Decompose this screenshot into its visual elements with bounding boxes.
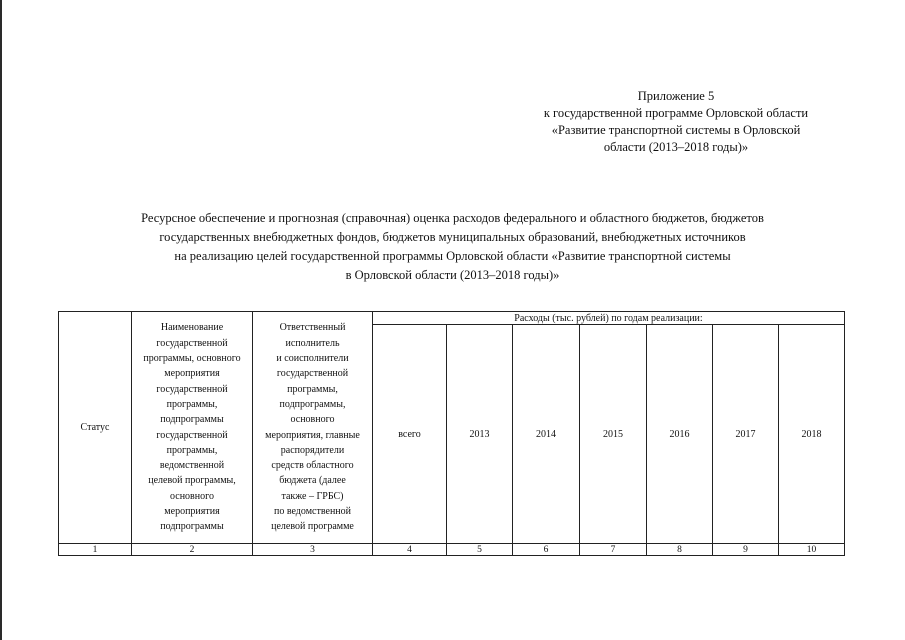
title-line: в Орловской области (2013–2018 годы)» [345, 268, 560, 282]
title-line: на реализацию целей государственной программы Орловской области «Развитие транспортной системы [174, 249, 731, 263]
column-number: 7 [580, 544, 647, 556]
budget-table [58, 311, 845, 556]
header-text-line: программы, основного [143, 353, 241, 365]
header-text-line: бюджета (далее [279, 475, 346, 487]
column-number: 9 [713, 544, 779, 556]
column-number: 3 [253, 544, 373, 556]
appendix-line: «Развитие транспортной системы в Орловской [551, 123, 801, 137]
header-text-line: программы, [166, 398, 218, 410]
header-text-line: мероприятия, главные [265, 429, 360, 441]
page-left-edge [0, 0, 2, 640]
header-text-line: мероприятия [164, 368, 220, 380]
header-text-line: также – ГРБС) [281, 490, 344, 502]
header-text-line: средств областного [271, 460, 354, 472]
header-year: 2013 [447, 325, 513, 544]
header-text-line: целевой программе [271, 521, 354, 533]
appendix-line: области (2013–2018 годы)» [603, 140, 749, 154]
header-text-line: программы, [287, 383, 338, 395]
column-number: 5 [447, 544, 513, 556]
header-text-line: основного [170, 490, 214, 502]
header-year: 2014 [513, 325, 580, 544]
header-text-line: целевой программы, [148, 475, 236, 487]
header-year: 2016 [647, 325, 713, 544]
header-status: Статус [59, 312, 132, 544]
document-title [60, 209, 845, 285]
header-text-line: по ведомственной [273, 505, 351, 517]
header-text-line: мероприятия [164, 505, 220, 517]
header-year: 2015 [580, 325, 647, 544]
header-text-line: Ответственный [279, 322, 346, 334]
column-number: 8 [647, 544, 713, 556]
column-number: 1 [59, 544, 132, 556]
header-text-line: государственной [156, 337, 228, 349]
header-text-line: программы, [166, 444, 218, 456]
header-responsible [253, 312, 373, 544]
title-line: государственных внебюджетных фондов, бюджетов муниципальных образований, внебюджетных источников [159, 230, 746, 244]
header-text-line: ведомственной [159, 460, 225, 472]
header-text-line: распорядители [280, 444, 345, 456]
header-year: 2018 [779, 325, 845, 544]
appendix-note [500, 88, 852, 156]
header-text-line: государственной [156, 383, 228, 395]
header-year: 2017 [713, 325, 779, 544]
header-total: всего [373, 325, 447, 544]
header-text-line: основного [290, 414, 335, 426]
header-text-line: подпрограммы [160, 414, 224, 426]
header-text-line: и соисполнители [276, 353, 349, 365]
column-number: 2 [132, 544, 253, 556]
column-number-row [59, 544, 845, 556]
header-text-line: государственной [156, 429, 228, 441]
title-line: Ресурсное обеспечение и прогнозная (справочная) оценка расходов федерального и областного бюджетов, бюджетов [141, 211, 764, 225]
header-text-line: Наименование [160, 322, 224, 334]
header-text-line: подпрограммы, [279, 398, 346, 410]
header-text-line: подпрограммы [160, 521, 224, 533]
header-expenses: Расходы (тыс. рублей) по годам реализации: [373, 312, 845, 325]
header-program-name [132, 312, 253, 544]
appendix-line: к государственной программе Орловской области [543, 106, 809, 120]
column-number: 10 [779, 544, 845, 556]
appendix-line: Приложение 5 [637, 89, 715, 103]
column-number: 4 [373, 544, 447, 556]
header-text-line: государственной [276, 368, 349, 380]
header-text-line: исполнитель [285, 337, 340, 349]
column-number: 6 [513, 544, 580, 556]
